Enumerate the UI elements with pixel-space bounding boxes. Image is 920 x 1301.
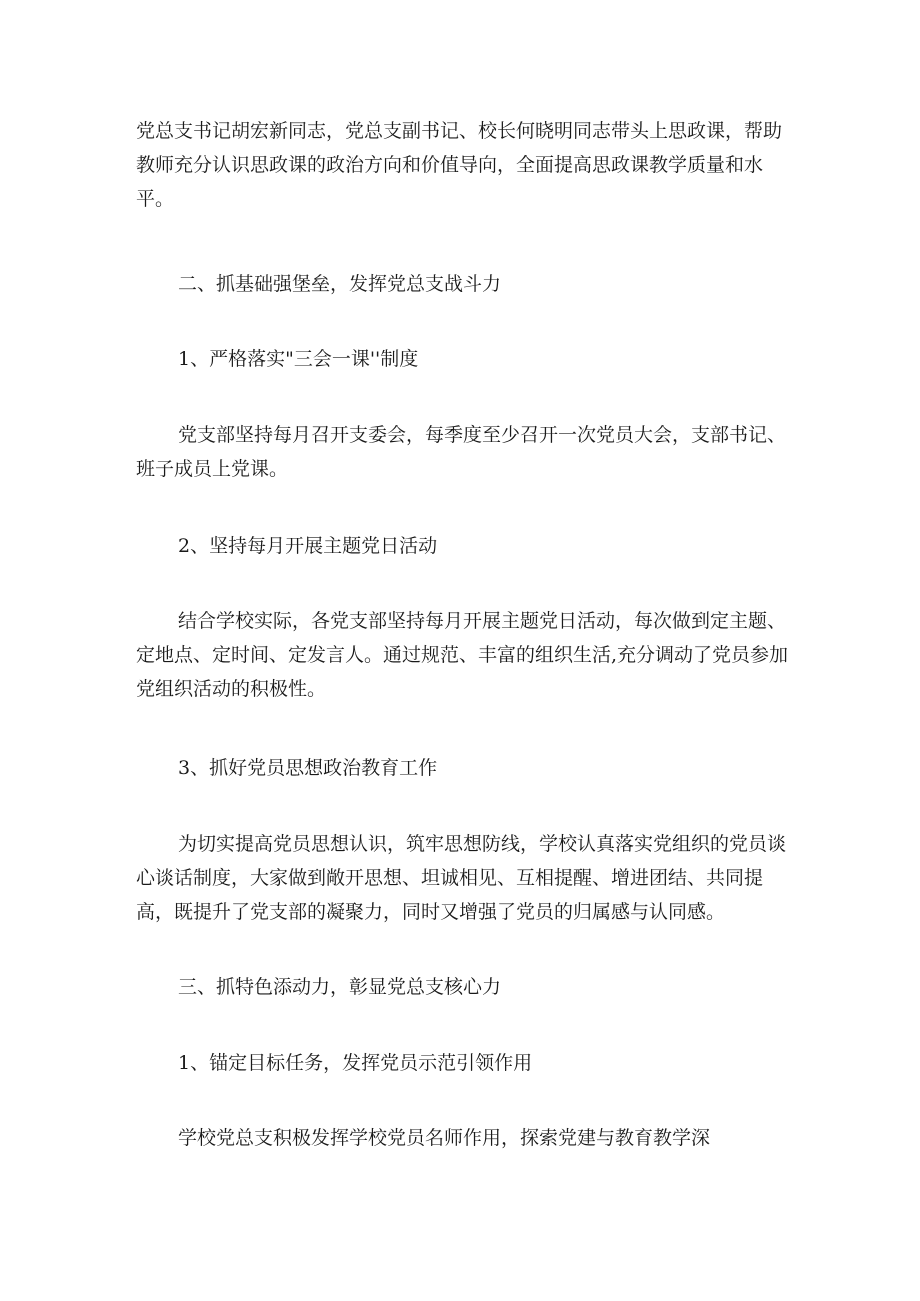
heading-item-3-political-education: 3、抓好党员思想政治教育工作 — [178, 757, 438, 779]
heading-section-three: 三、抓特色添动力，彰显党总支核心力 — [178, 976, 502, 998]
paragraph-theme-day-activities: 结合学校实际，各党支部坚持每月开展主题党日活动，每次做到定主题、定地点、定时间、定发言人。通过规范、丰富的组织生活,充分调动了党员参加党组织活动的积极性。 — [136, 610, 789, 700]
heading-item-2-theme-day: 2、坚持每月开展主题党日活动 — [178, 535, 438, 557]
heading-item-1-target-tasks: 1、锚定目标任务，发挥党员示范引领作用 — [178, 1052, 533, 1074]
paragraph-famous-teachers: 学校党总支积极发挥学校党员名师作用，探索党建与教育教学深 — [178, 1127, 711, 1149]
heading-section-two: 二、抓基础强堡垒，发挥党总支战斗力 — [178, 273, 502, 295]
heading-item-1-three-meetings: 1、严格落实"三会一课''制度 — [178, 348, 419, 370]
paragraph-leadership-lessons: 党总支书记胡宏新同志，党总支副书记、校长何晓明同志带头上思政课，帮助教师充分认识思政课的政治方向和价值导向，全面提高思政课教学质量和水平。 — [136, 120, 783, 210]
paragraph-heart-to-heart-talks: 为切实提高党员思想认识，筑牢思想防线，学校认真落实党组织的党员谈心谈话制度，大家做到敞开思想、坦诚相见、互相提醒、增进团结、共同提高，既提升了党支部的凝聚力，同时又增强了党员的归属感与认同感。 — [136, 833, 787, 923]
paragraph-branch-meetings: 党支部坚持每月召开支委会，每季度至少召开一次党员大会，支部书记、班子成员上党课。 — [136, 424, 787, 480]
